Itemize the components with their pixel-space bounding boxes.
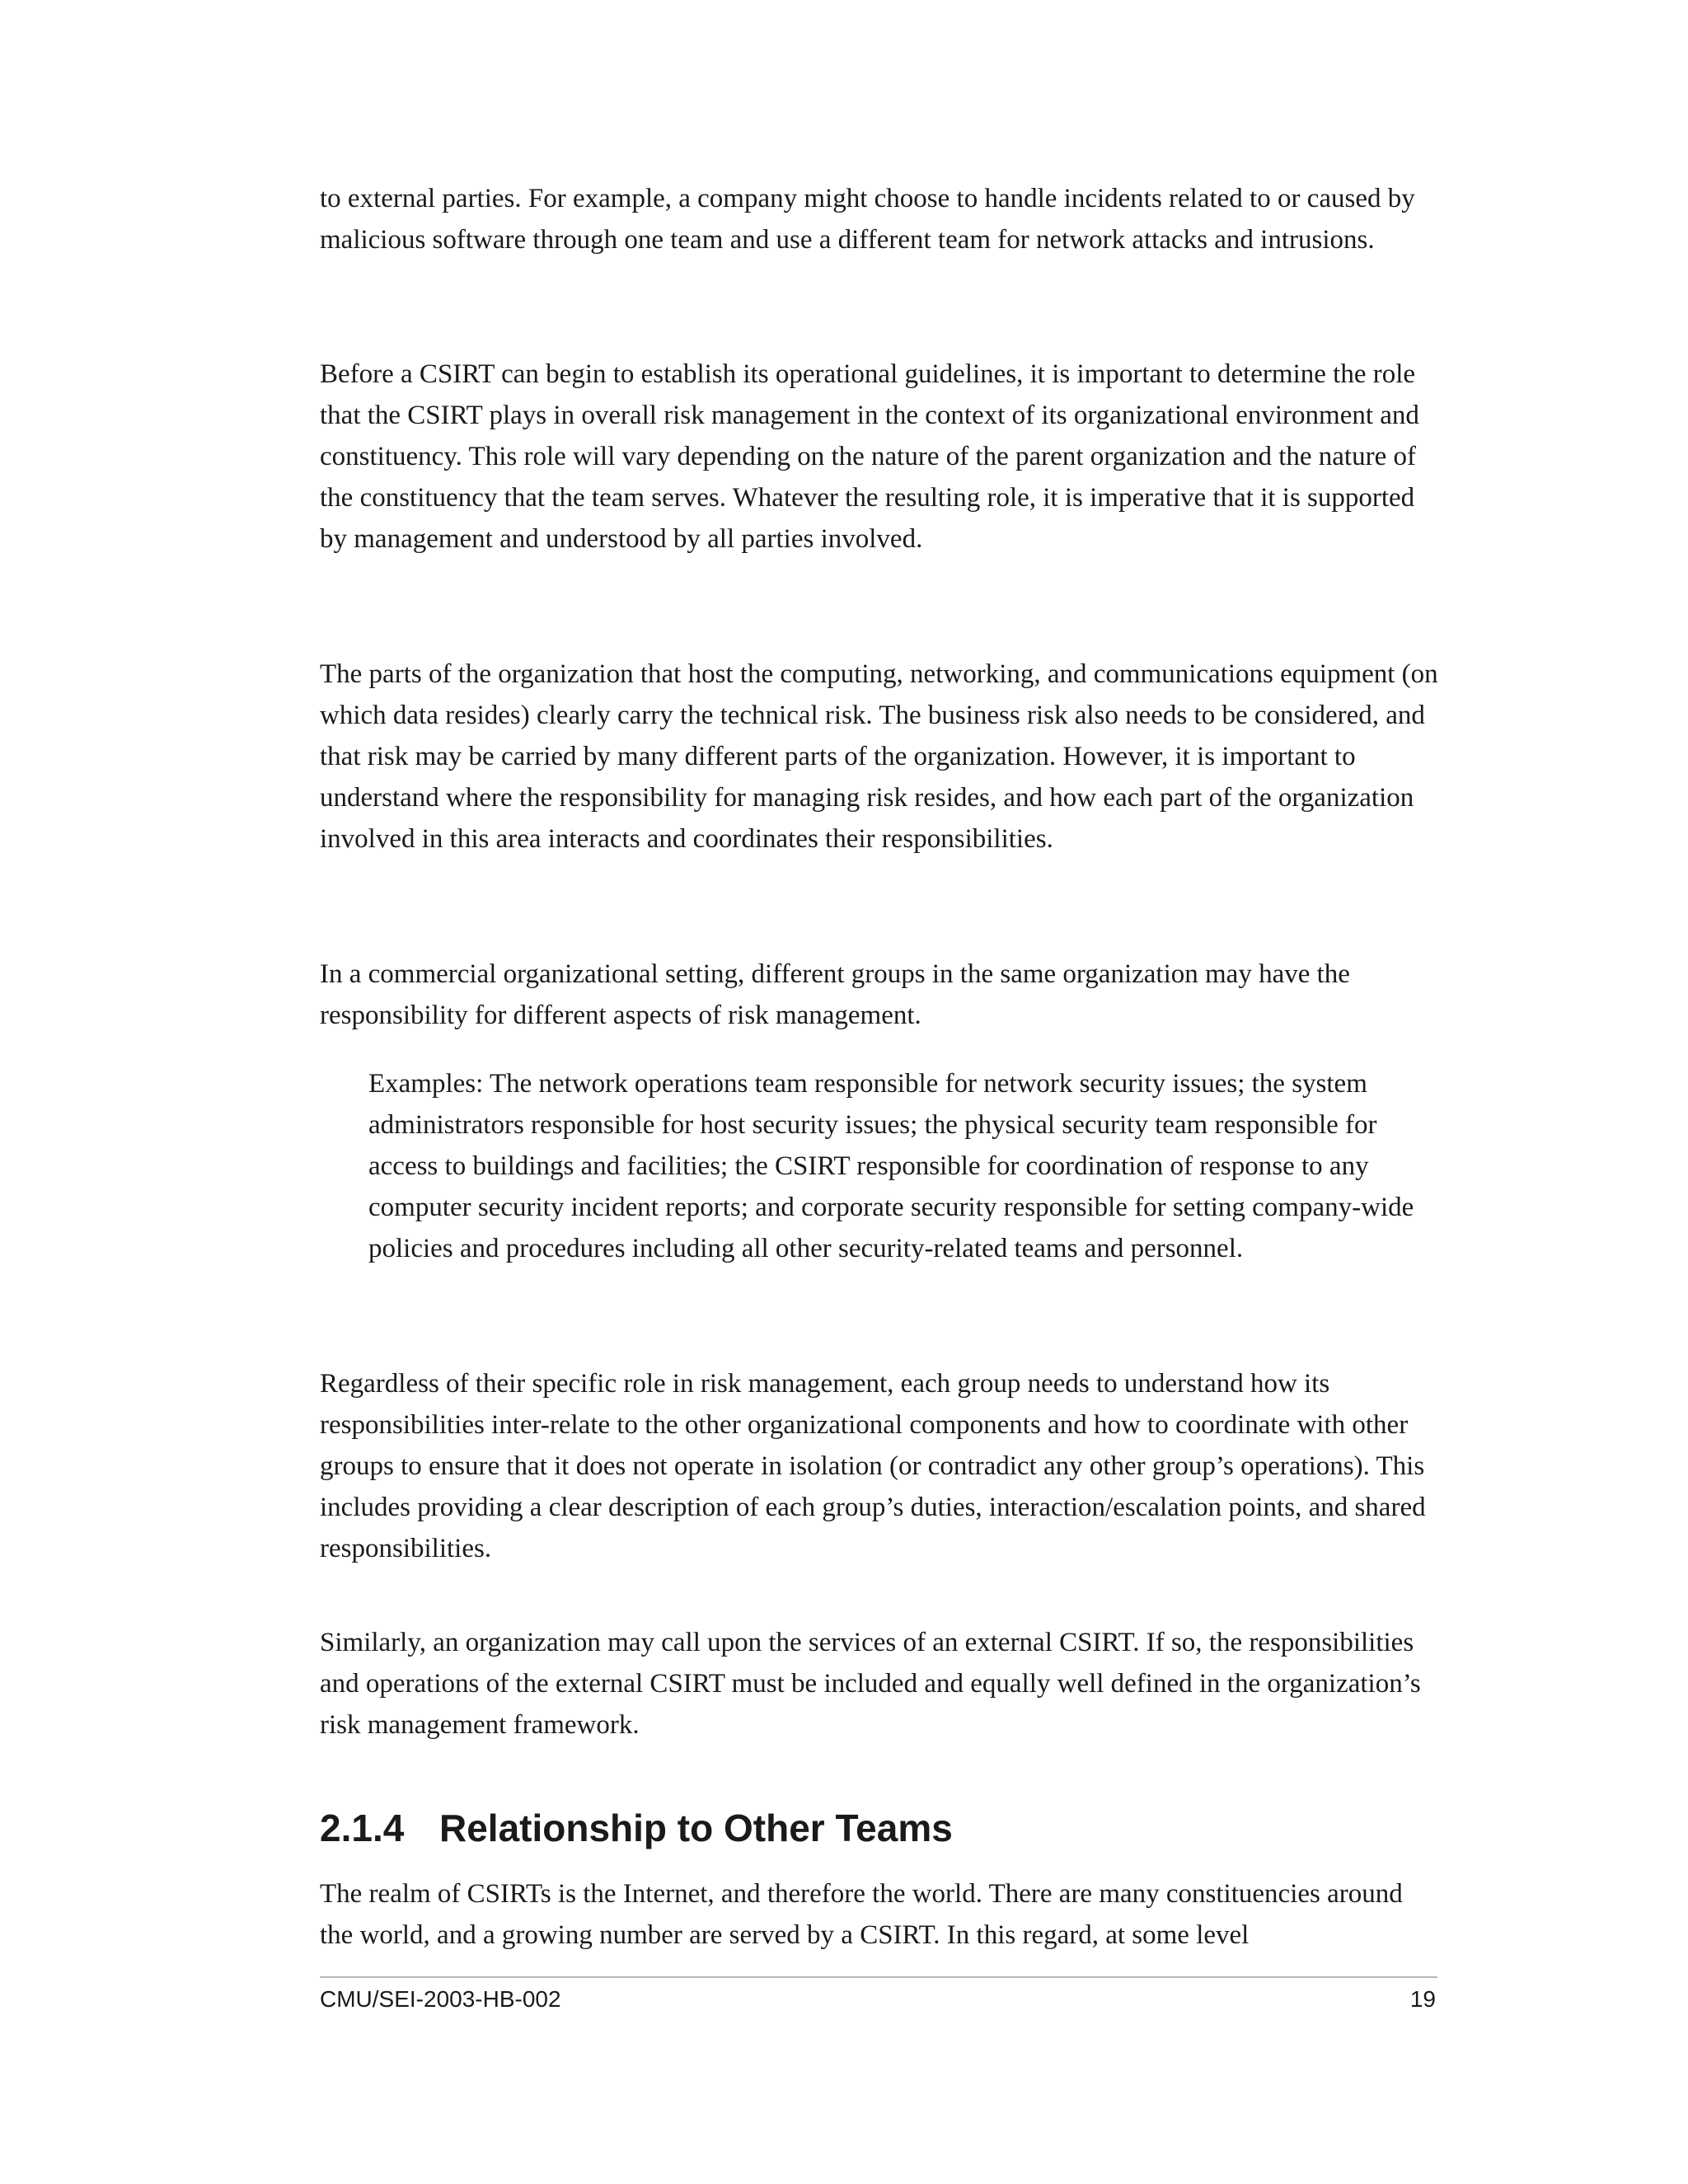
section-heading [320,1803,953,1853]
footer-document-id: CMU/SEI-2003-HB-002 [320,1986,561,2012]
paragraph-commercial-setting: In a commercial organizational setting, different groups in the same organization may have the responsibility for different aspects of risk management. [320,959,1350,1030]
footer-page-number: 19 [1409,1986,1436,2012]
section-number: 2.1.4 [320,1807,405,1849]
section-title: Relationship to Other Teams [439,1807,953,1849]
paragraph-examples: Examples: The network operations team responsible for network security issues; the system administrators responsible for host security issues; the physical security team responsible for access to buildings and facilities; the CSIRT responsible for coordination of response to any computer security incident reports; and corporate security responsible for setting company-wide policies and procedures including all other security-related teams and personnel. [368,1069,1414,1263]
paragraph-coordination: Regardless of their specific role in risk management, each group needs to understand how its responsibilities inter-relate to the other organizational components and how to coordinate with other groups to ensure that it does not operate in isolation (or contradict any other group’s operations). This includes providing a clear description of each group’s duties, interaction/escalation points, and shared responsibilities. [320,1369,1426,1563]
paragraph-realm-of-csirts: The realm of CSIRTs is the Internet, and therefore the world. There are many constituencies around the world, and a growing number are served by a CSIRT. In this regard, at some level [320,1879,1403,1950]
footer-divider [320,1976,1437,1978]
paragraph-intro-continuation: to external parties. For example, a company might choose to handle incidents related to or caused by malicious software through one team and use a different team for network attacks and intrusions. [320,184,1415,255]
paragraph-technical-risk: The parts of the organization that host the computing, networking, and communications equipment (on which data resides) clearly carry the technical risk. The business risk also needs to be considered, and that risk may be carried by many different parts of the organization. However, it is important to understand where the responsibility for managing risk resides, and how each part of the organization involved in this area interacts and coordinates their responsibilities. [320,659,1438,854]
paragraph-external-csirt: Similarly, an organization may call upon the services of an external CSIRT. If so, the responsibilities and operations of the external CSIRT must be included and equally well defined in the organization’s risk management framework. [320,1628,1421,1740]
paragraph-csirt-role: Before a CSIRT can begin to establish its operational guidelines, it is important to determine the role that the CSIRT plays in overall risk management in the context of its organizational environment and constituency. This role will vary depending on the nature of the parent organization and the nature of the constituency that the team serves. Whatever the resulting role, it is imperative that it is supported by management and understood by all parties involved. [320,359,1419,554]
